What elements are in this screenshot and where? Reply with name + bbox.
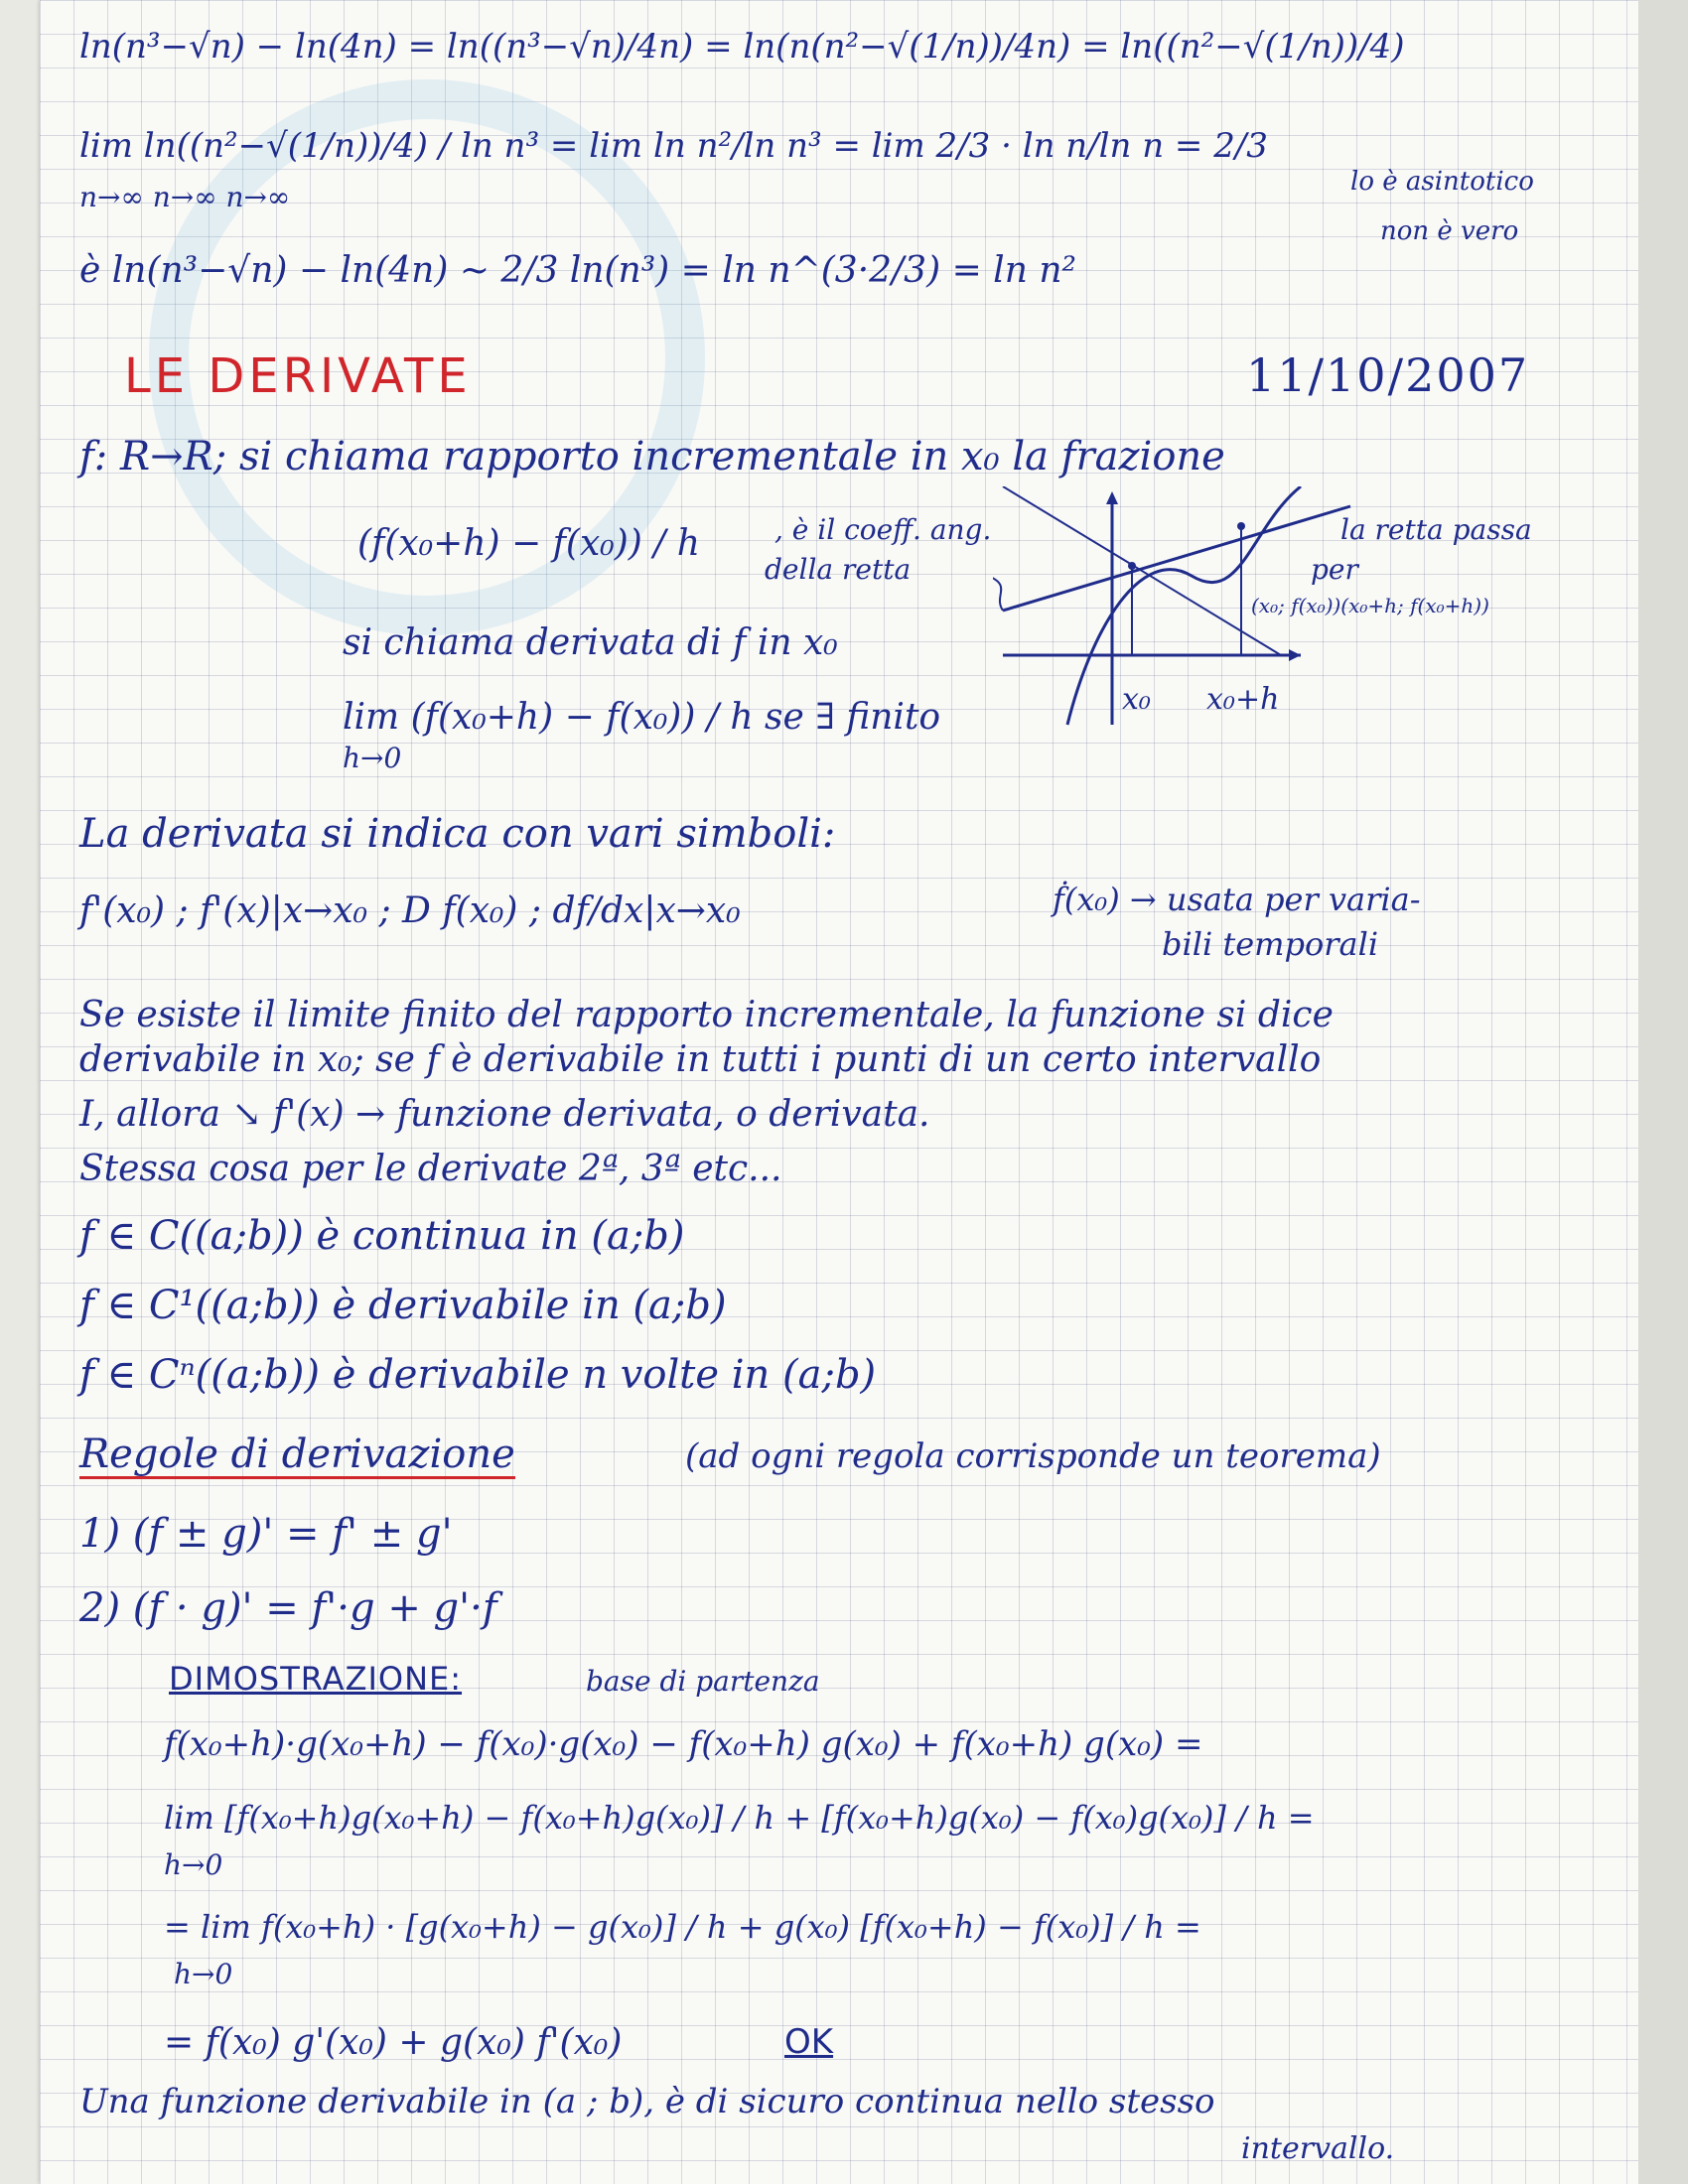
def-limit: lim (f(x₀+h) − f(x₀)) / h se ∃ finito	[343, 697, 941, 738]
class-c0: f ∈ C((a;b)) è continua in (a;b)	[79, 1213, 685, 1259]
proof-note: base di partenza	[586, 1665, 820, 1698]
graph-point-x0	[1128, 562, 1136, 570]
graph-x-axis	[1003, 486, 1281, 655]
proof-line-3-sub: h→0	[174, 1958, 233, 1990]
def-coef-note-2: della retta	[765, 553, 912, 586]
top-note-asintotico: lo è asintotico	[1350, 167, 1534, 197]
top-line-1: ln(n³−√n) − ln(4n) = ln((n³−√n)/4n) = ln(n(n²−√(1/n))/4n) = ln((n²−√(1/n))/4)	[79, 27, 1405, 67]
top-line-2: lim ln((n²−√(1/n))/4) / ln n³ = lim ln n²/ln n³ = lim 2/3 · ln n/ln n = 2/3	[79, 126, 1268, 166]
proof-line-4: = f(x₀) g'(x₀) + g(x₀) f'(x₀)	[164, 2022, 623, 2063]
top-note-non-vero: non è vero	[1380, 216, 1519, 246]
symbols-intro: La derivata si indica con vari simboli:	[79, 811, 836, 857]
def-fraction: (f(x₀+h) − f(x₀)) / h	[357, 523, 700, 564]
proof-line-2: lim [f(x₀+h)g(x₀+h) − f(x₀+h)g(x₀)] / h + [f(x₀+h)g(x₀) − f(x₀)g(x₀)] / h =	[164, 1799, 1315, 1837]
symbols-dot-note: ḟ(x₀) → usata per varia-	[1053, 881, 1421, 918]
symbols-list: f'(x₀) ; f'(x)|x→x₀ ; D f(x₀) ; df/dx|x→x₀	[79, 890, 741, 931]
graph-note-1: la retta passa	[1340, 513, 1532, 546]
class-cn: f ∈ Cⁿ((a;b)) è derivabile n volte in (a;b)	[79, 1352, 877, 1398]
top-line-3: è ln(n³−√n) − ln(4n) ~ 2/3 ln(n³) = ln n^(3·2/3) = ln n²	[79, 250, 1076, 291]
rules-title: Regole di derivazione	[79, 1432, 515, 1477]
proof-ok: OK	[784, 2022, 834, 2062]
def-limit-sub: h→0	[343, 742, 402, 774]
def-line-1: f: R→R; si chiama rapporto incrementale in x₀ la frazione	[79, 434, 1225, 479]
notebook-right-edge	[1638, 0, 1688, 2184]
graph-arrow-to-line	[993, 576, 1003, 611]
proof-title: DIMOSTRAZIONE:	[169, 1660, 463, 1698]
text-line-1: Se esiste il limite finito del rapporto incrementale, la funzione si dice	[79, 995, 1334, 1035]
def-coef-note: , è il coeff. ang.	[774, 513, 992, 546]
graph-note-2: per	[1311, 553, 1358, 586]
text-line-3: I, allora ↘ f'(x) → funzione derivata, o derivata.	[79, 1094, 930, 1135]
rule-1: 1) (f ± g)' = f' ± g'	[79, 1511, 453, 1557]
symbols-dot-note-2: bili temporali	[1162, 925, 1379, 963]
graph-y-arrow	[1106, 491, 1118, 504]
rule-2: 2) (f · g)' = f'·g + g'·f	[79, 1585, 497, 1631]
text-line-2: derivabile in x₀; se f è derivabile in tutti i punti di un certo intervallo	[79, 1039, 1322, 1080]
final-line-1: Una funzione derivabile in (a ; b), è di sicuro continua nello stesso	[79, 2082, 1215, 2121]
graph-x-arrow	[1289, 649, 1301, 661]
graph-label-x0: x₀	[1122, 682, 1151, 717]
graph-label-x0h: x₀+h	[1206, 682, 1280, 717]
proof-line-1: f(x₀+h)·g(x₀+h) − f(x₀)·g(x₀) − f(x₀+h) g(x₀) + f(x₀+h) g(x₀) =	[164, 1724, 1203, 1764]
notebook-left-margin	[0, 0, 40, 2184]
notebook-page	[40, 0, 1638, 2184]
proof-line-3: = lim f(x₀+h) · [g(x₀+h) − g(x₀)] / h + g(x₀) [f(x₀+h) − f(x₀)] / h =	[164, 1908, 1201, 1946]
page-title: LE DERIVATE	[124, 348, 472, 404]
graph-note-3: (x₀; f(x₀))(x₀+h; f(x₀+h))	[1251, 594, 1489, 617]
proof-line-2-sub: h→0	[164, 1848, 223, 1881]
final-line-2: intervallo.	[1241, 2131, 1395, 2166]
top-line-2-subscripts: n→∞ n→∞ n→∞	[79, 181, 291, 213]
graph-point-x0h	[1237, 522, 1245, 530]
rules-note: (ad ogni regola corrisponde un teorema)	[685, 1436, 1381, 1476]
def-line-2: si chiama derivata di f in x₀	[343, 622, 838, 663]
page-date: 11/10/2007	[1246, 348, 1530, 402]
class-c1: f ∈ C¹((a;b)) è derivabile in (a;b)	[79, 1283, 727, 1328]
text-line-4: Stessa cosa per le derivate 2ª, 3ª etc...	[79, 1149, 782, 1189]
